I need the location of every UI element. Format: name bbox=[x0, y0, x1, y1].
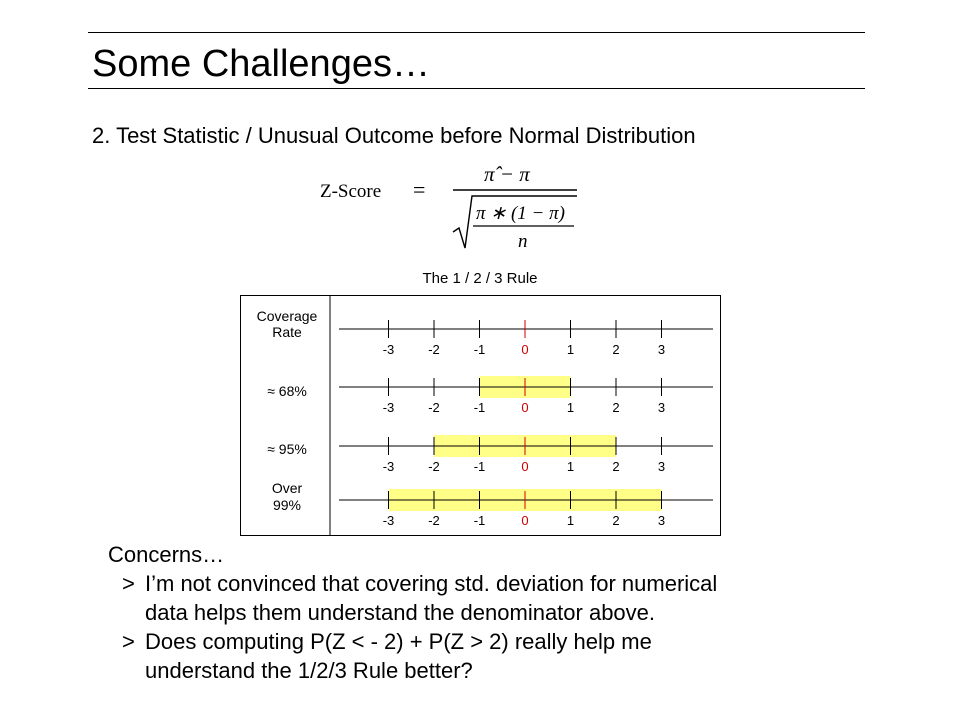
tick-label: 1 bbox=[566, 459, 575, 474]
row-label: ≈ 68% bbox=[267, 383, 307, 399]
tick-label: -2 bbox=[428, 513, 440, 528]
tick-label: 0 bbox=[521, 400, 529, 415]
tick-label: -2 bbox=[428, 400, 440, 415]
tick-label: 2 bbox=[612, 342, 620, 357]
row-label: Rate bbox=[272, 324, 302, 340]
tick-label: 2 bbox=[612, 459, 620, 474]
tick-label: -3 bbox=[382, 342, 395, 357]
title-rule-bottom bbox=[88, 88, 865, 89]
tick-label: -3 bbox=[382, 459, 395, 474]
concern-marker: > bbox=[122, 571, 135, 596]
rule-figure-graphic bbox=[240, 295, 722, 537]
formula-n: n bbox=[518, 231, 528, 252]
tick-label: 2 bbox=[612, 513, 620, 528]
tick-label: 0 bbox=[521, 459, 529, 474]
tick-label: 0 bbox=[521, 513, 529, 528]
rule-figure-title: The 1 / 2 / 3 Rule bbox=[422, 270, 538, 287]
tick-label: 3 bbox=[657, 459, 666, 474]
tick-label: -3 bbox=[382, 400, 395, 415]
row-label: 99% bbox=[272, 497, 302, 513]
concern-line: understand the 1/2/3 Rule better? bbox=[145, 658, 473, 683]
tick-label: 0 bbox=[521, 342, 529, 357]
slide-title: Some Challenges… bbox=[92, 43, 430, 85]
row-label: Over bbox=[271, 480, 303, 496]
formula-numerator bbox=[484, 162, 530, 186]
tick-label: 1 bbox=[566, 400, 575, 415]
tick-label: -1 bbox=[473, 459, 486, 474]
formula-graphic bbox=[314, 160, 589, 255]
formula-numerator-rest: − π bbox=[494, 162, 530, 186]
formula-denominator-inner: π ∗ (1 − π) bbox=[476, 203, 565, 224]
tick-label: -1 bbox=[473, 400, 486, 415]
concerns-section bbox=[108, 540, 717, 685]
concern-line: I’m not convinced that covering std. deviation for numerical bbox=[145, 571, 718, 596]
tick-label: 2 bbox=[612, 400, 620, 415]
concern-item bbox=[108, 627, 717, 685]
tick-label: 1 bbox=[566, 513, 575, 528]
concern-line: Does computing P(Z < - 2) + P(Z > 2) really help me bbox=[145, 629, 652, 654]
row-label: Coverage bbox=[256, 308, 318, 324]
tick-label: 3 bbox=[657, 400, 666, 415]
tick-label: -2 bbox=[428, 459, 440, 474]
tick-label: -2 bbox=[428, 342, 440, 357]
formula-lhs: Z-Score bbox=[320, 181, 382, 202]
rule-figure bbox=[240, 295, 722, 537]
formula-pi-hat: π̂ bbox=[484, 162, 495, 186]
tick-label: -1 bbox=[473, 513, 486, 528]
concern-line: data helps them understand the denominator above. bbox=[145, 600, 656, 625]
concern-marker: > bbox=[122, 629, 135, 654]
tick-label: 3 bbox=[657, 342, 666, 357]
tick-label: 1 bbox=[566, 342, 575, 357]
tick-label: -3 bbox=[382, 513, 395, 528]
concerns-heading: Concerns… bbox=[108, 542, 225, 567]
row-label: ≈ 95% bbox=[267, 441, 307, 457]
title-rule-top bbox=[88, 32, 865, 33]
concern-item bbox=[108, 569, 717, 627]
tick-label: 3 bbox=[657, 513, 666, 528]
slide-subtitle: 2. Test Statistic / Unusual Outcome before Normal Distribution bbox=[92, 123, 696, 148]
z-score-formula bbox=[314, 160, 589, 255]
tick-label: -1 bbox=[473, 342, 486, 357]
formula-equals: = bbox=[413, 177, 426, 202]
